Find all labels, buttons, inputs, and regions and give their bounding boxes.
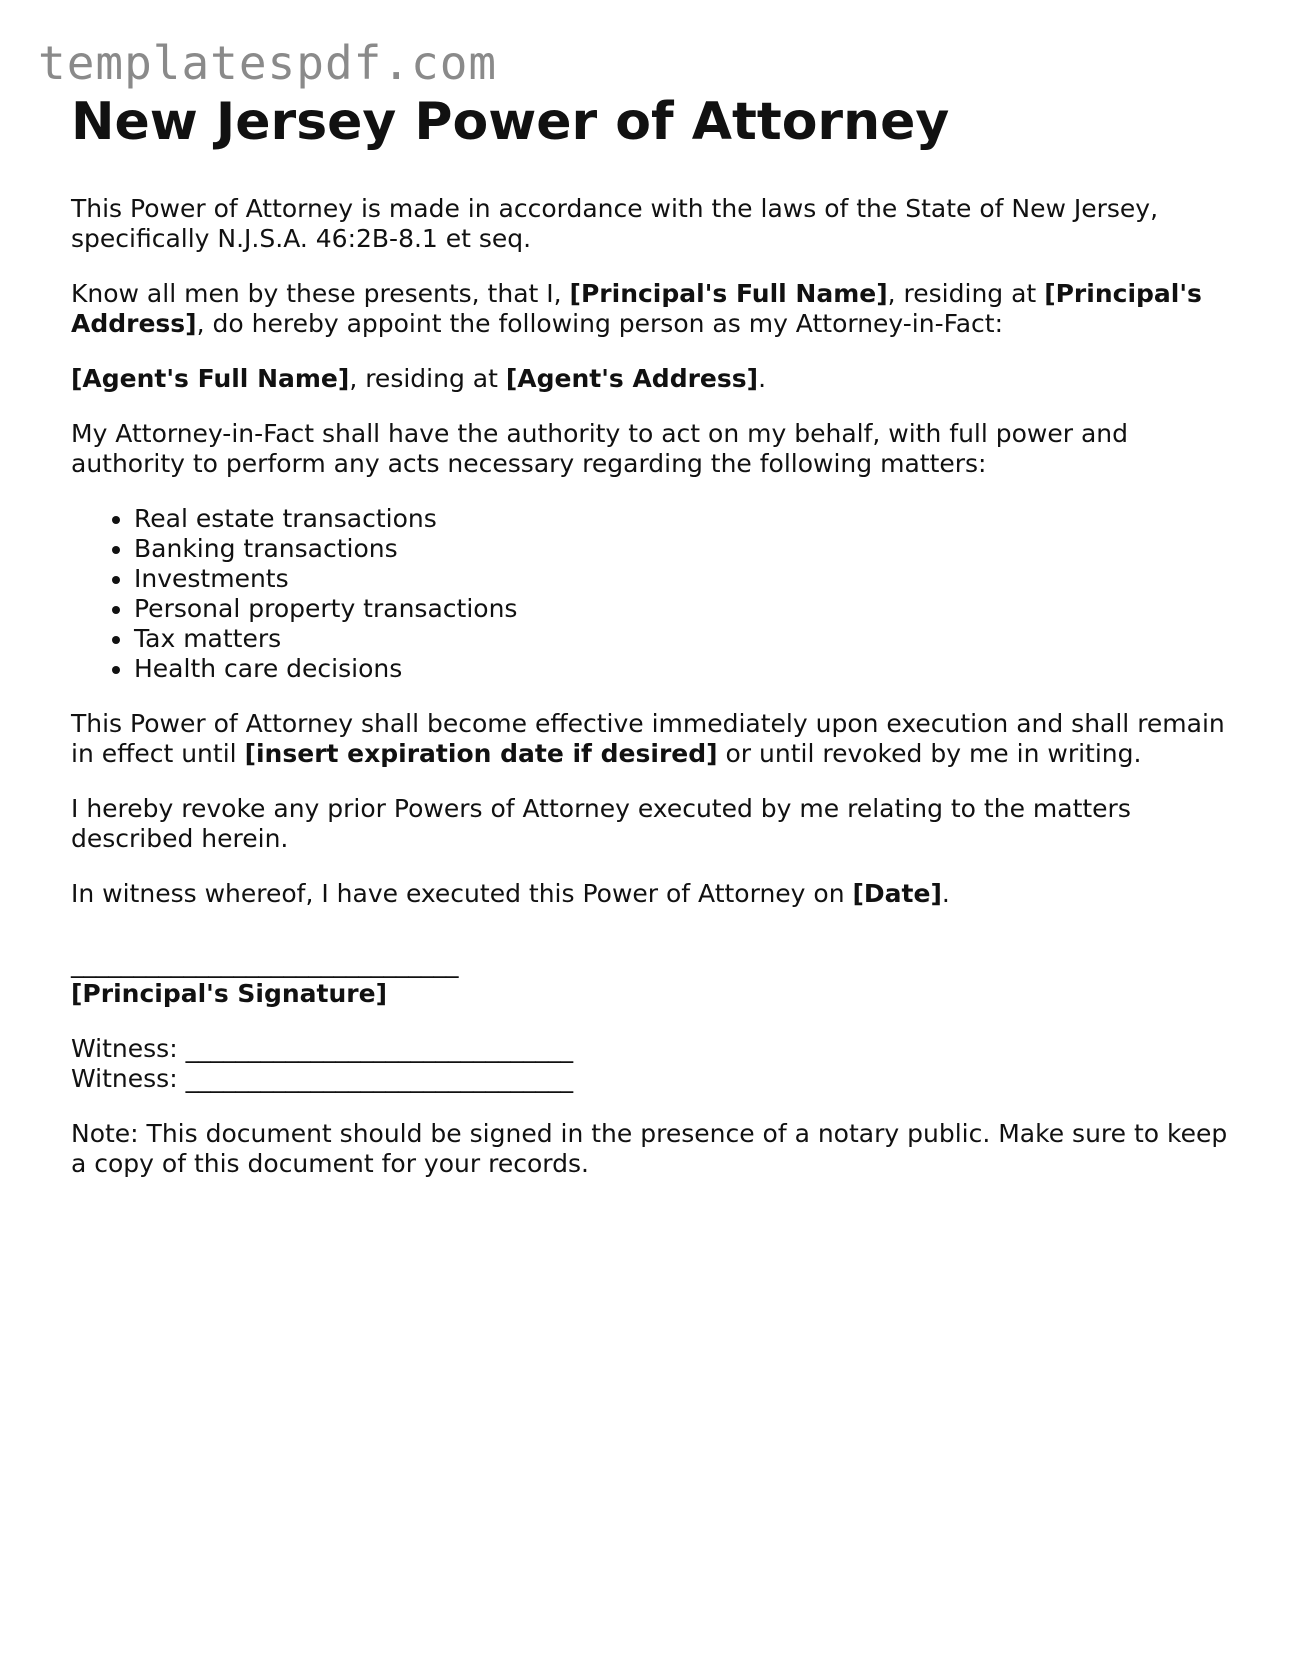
expiration-date-placeholder: [insert expiration date if desired]: [244, 739, 718, 768]
witness-line: Witness: _______________________________: [71, 1064, 574, 1093]
list-item: • Real estate transactions: [134, 504, 1231, 534]
effective-paragraph: This Power of Attorney shall become effective immediately upon execution and shall remain in effect until [insert expiration date if desired] or until revoked by me in writing.: [71, 709, 1225, 768]
document-body: [71, 90, 1231, 1204]
intro-paragraph: This Power of Attorney is made in accordance with the laws of the State of New Jersey, specifically N.J.S.A. 46:2B-8.1 et seq.: [71, 194, 1159, 253]
signature-block: [71, 949, 1231, 1094]
signature-label: [Principal's Signature]: [71, 979, 388, 1008]
note-paragraph: Note: This document should be signed in the presence of a notary public. Make sure to keep a copy of this document for your records.: [71, 1119, 1228, 1178]
watermark: templatespdf.com: [38, 36, 498, 90]
list-item: • Tax matters: [134, 624, 1231, 654]
agent-name-placeholder: [Agent's Full Name]: [71, 364, 350, 393]
signature-line: _______________________________: [71, 949, 459, 978]
principal-name-placeholder: [Principal's Full Name]: [569, 279, 888, 308]
revocation-paragraph: I hereby revoke any prior Powers of Attorney executed by me relating to the matters described herein.: [71, 794, 1131, 853]
agent-paragraph: [Agent's Full Name], residing at [Agent's Address].: [71, 364, 767, 393]
list-item: • Banking transactions: [134, 534, 1231, 564]
agent-address-placeholder: [Agent's Address]: [505, 364, 759, 393]
witness-clause: In witness whereof, I have executed this Power of Attorney on [Date].: [71, 879, 950, 908]
principal-address-placeholder: [Principal's Address]: [71, 279, 1202, 338]
list-item: • Investments: [134, 564, 1231, 594]
date-placeholder: [Date]: [852, 879, 942, 908]
matters-list: [71, 504, 1231, 684]
authority-paragraph: My Attorney-in-Fact shall have the authority to act on my behalf, with full power and authority to perform any acts necessary regarding the following matters:: [71, 419, 1129, 478]
list-item: • Health care decisions: [134, 654, 1231, 684]
list-item: • Personal property transactions: [134, 594, 1231, 624]
page-title: New Jersey Power of Attorney: [71, 92, 950, 152]
witness-line: Witness: _______________________________: [71, 1034, 574, 1063]
appointment-paragraph: Know all men by these presents, that I, [Principal's Full Name], residing at [Principal's Address], do hereby appoint the following person as my Attorney-in-Fact:: [71, 279, 1202, 338]
